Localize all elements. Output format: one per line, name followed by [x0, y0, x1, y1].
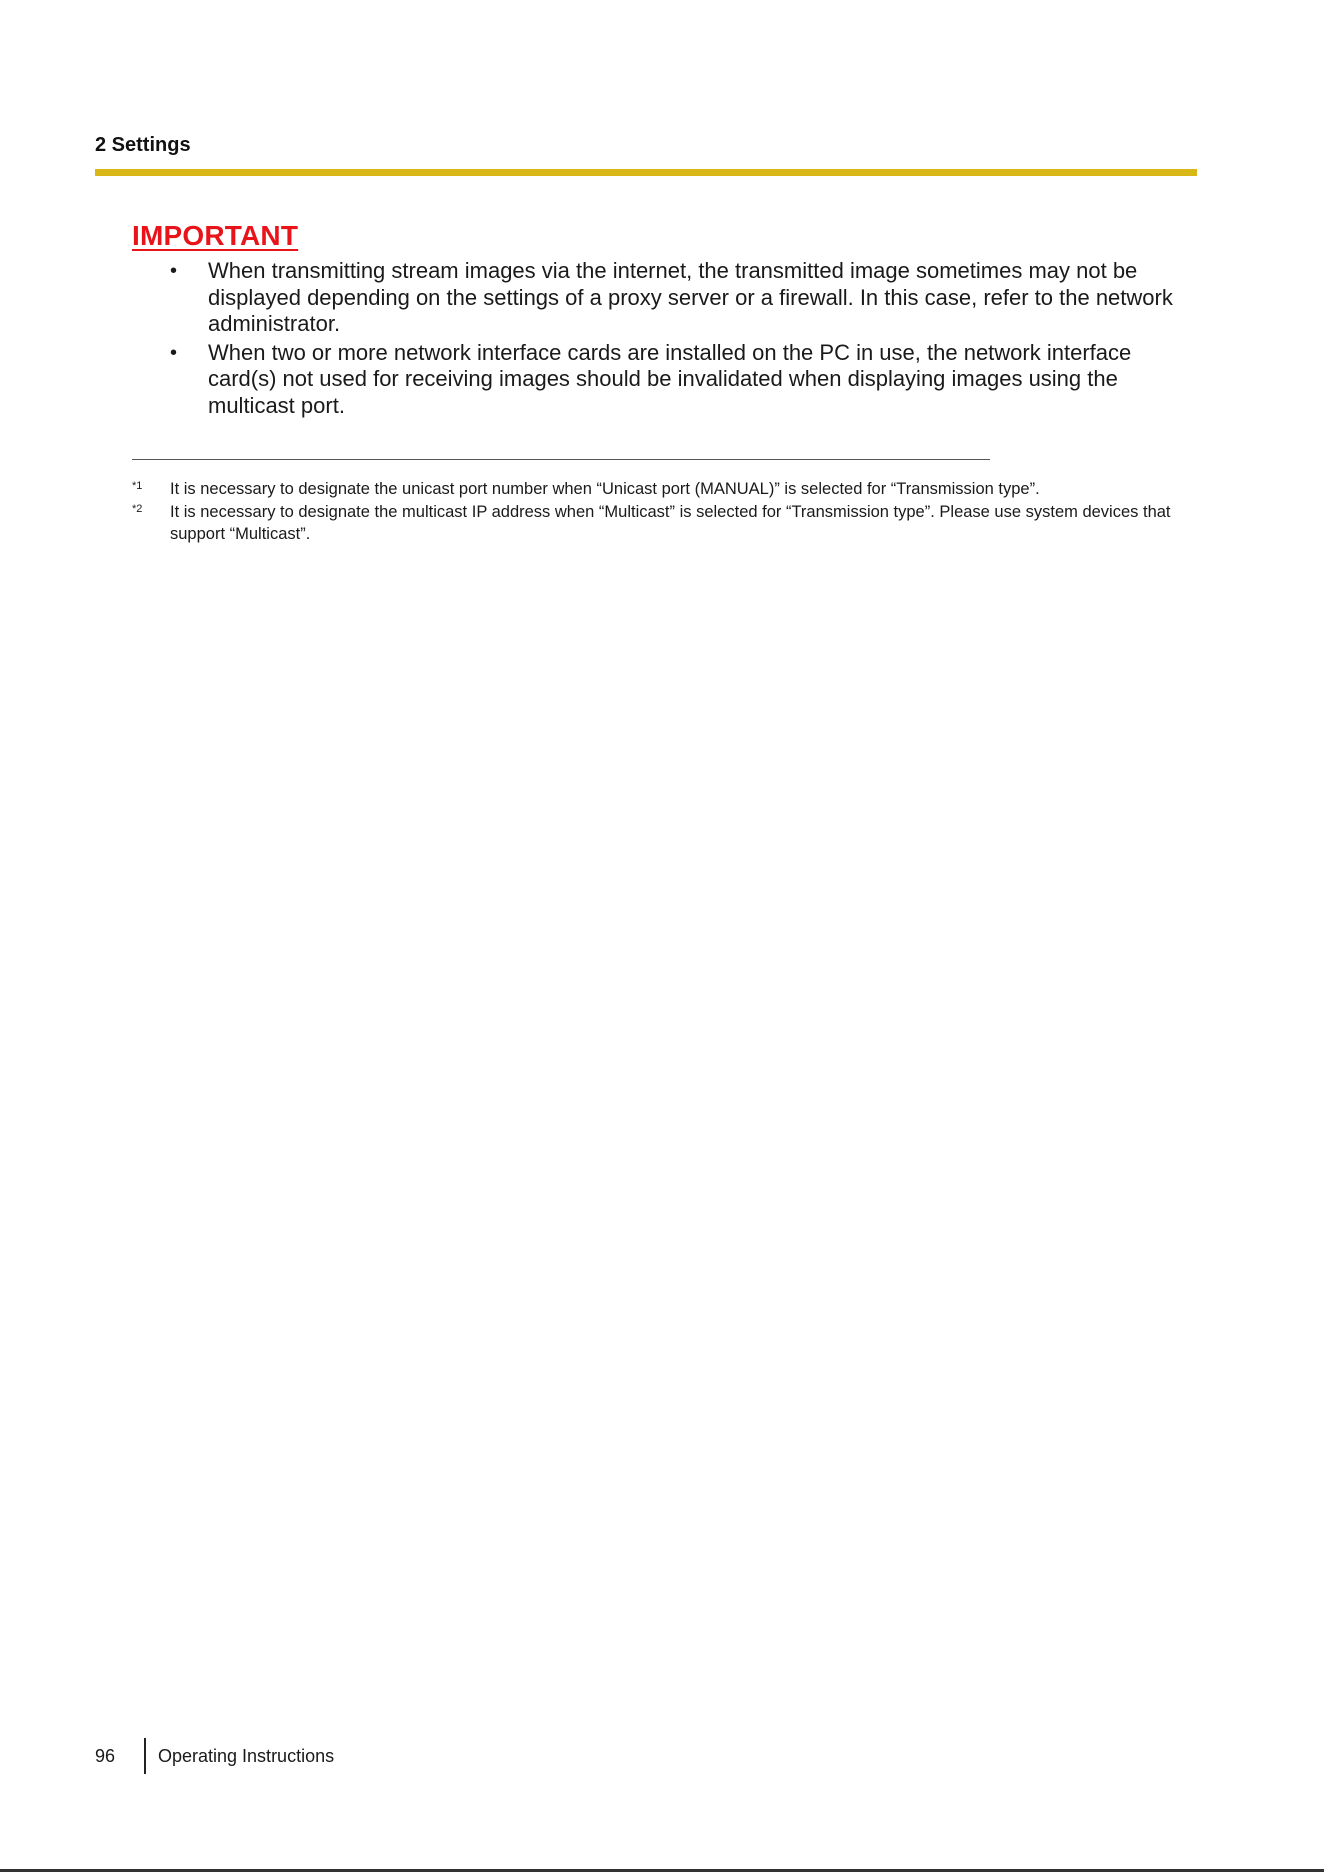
footnote-text: It is necessary to designate the multicast IP address when “Multicast” is selected for “Transmission type”. Please use system devices that support “Multicast”.	[170, 503, 1171, 543]
bullet-text: When transmitting stream images via the internet, the transmitted image sometimes may not be displayed depending on the settings of a proxy server or a firewall. In this case, refer to the network administrator.	[208, 258, 1173, 336]
important-bullet-list	[132, 258, 1202, 421]
footnotes	[132, 478, 1202, 546]
section-title: 2 Settings	[95, 134, 191, 156]
footer-divider	[144, 1738, 146, 1774]
footer-label: Operating Instructions	[158, 1746, 335, 1766]
list-item	[132, 340, 1202, 420]
bullet-icon: •	[170, 260, 178, 282]
footnote-mark: *2	[132, 503, 143, 515]
bullet-icon: •	[170, 341, 178, 364]
page-number: 96	[95, 1746, 116, 1766]
footnote-divider	[132, 459, 990, 460]
footnote-2	[132, 501, 1202, 545]
footnote-mark: *1	[132, 480, 143, 492]
list-item	[132, 258, 1202, 338]
footnote-text: It is necessary to designate the unicast port number when “Unicast port (MANUAL)” is selected for “Transmission type”.	[170, 480, 1040, 498]
header-rule	[95, 169, 1197, 176]
important-heading: IMPORTANT	[132, 220, 299, 251]
footnote-1	[132, 478, 1202, 500]
bullet-text: When two or more network interface cards are installed on the PC in use, the network interface card(s) not used for receiving images should be invalidated when displaying images using the multicast port.	[208, 339, 1132, 418]
